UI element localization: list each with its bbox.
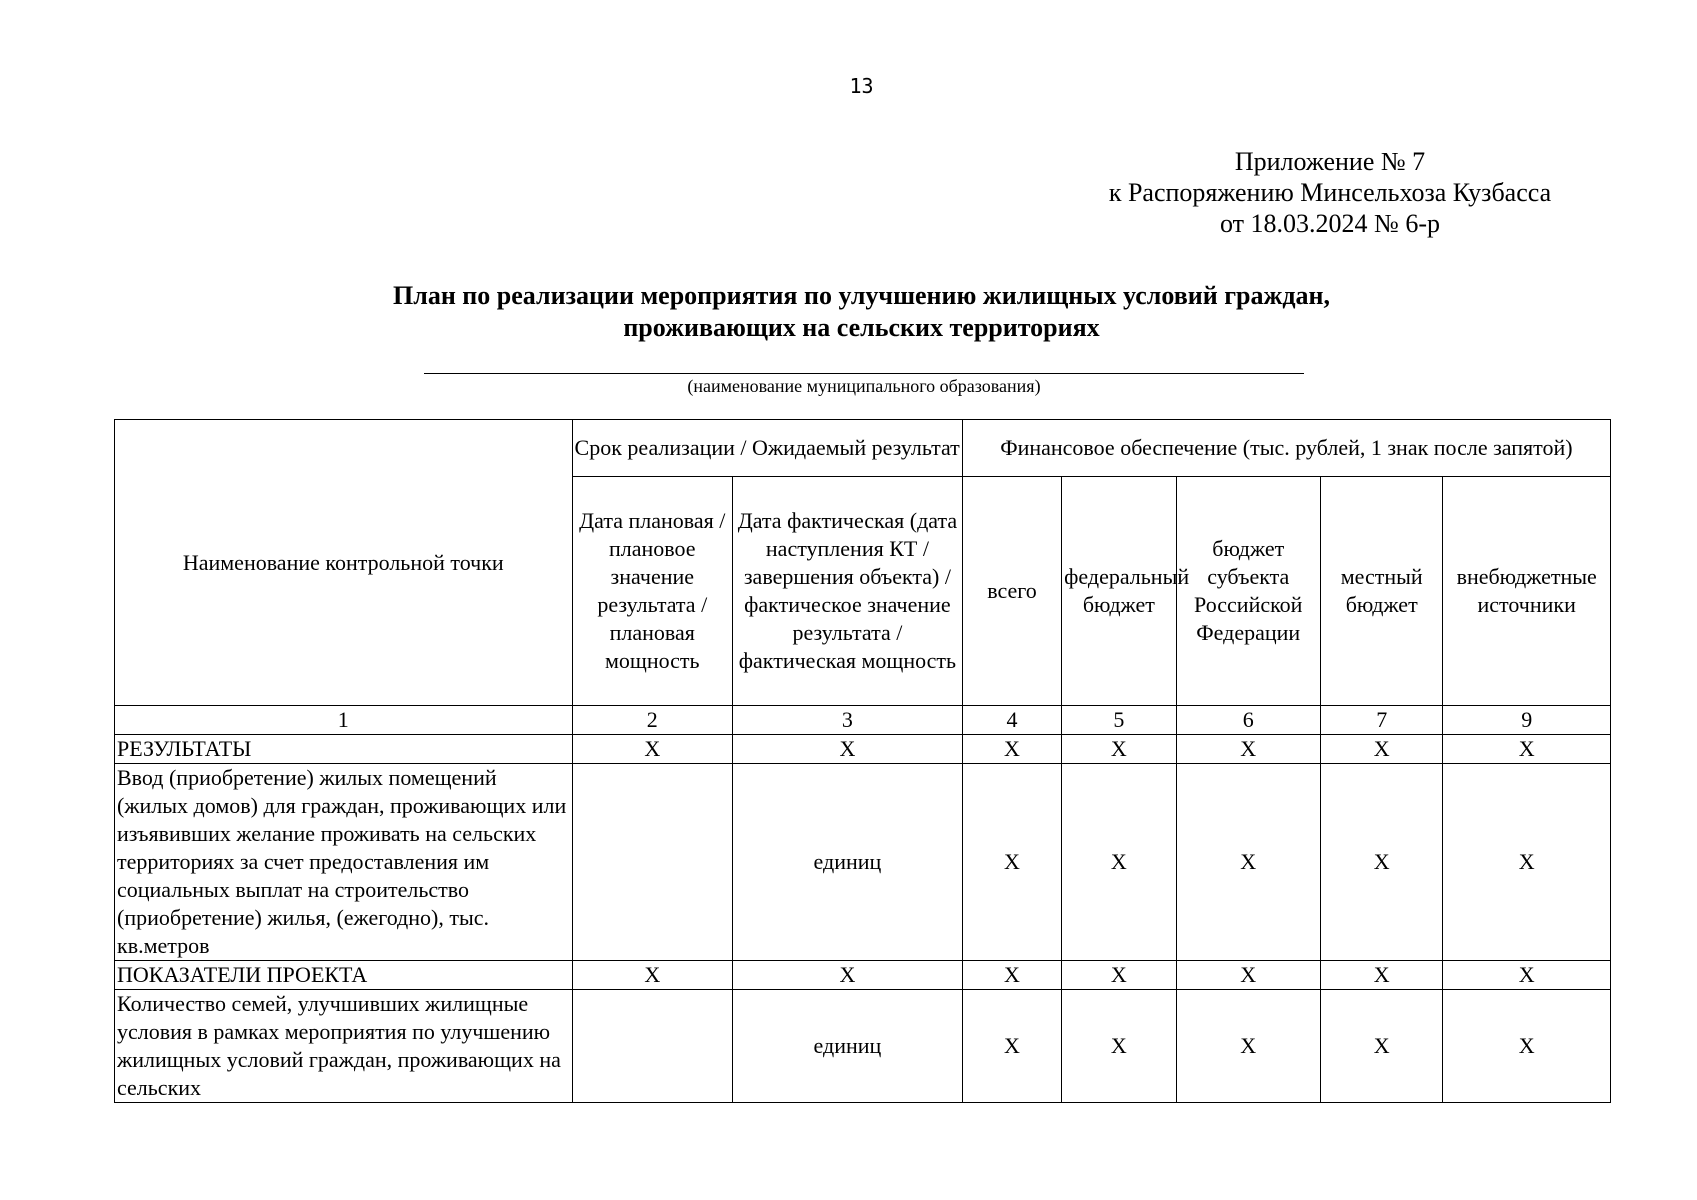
header-group-finance: Финансовое обеспечение (тыс. рублей, 1 знак после запятой) bbox=[962, 420, 1610, 477]
header-control-point-name: Наименование контрольной точки bbox=[115, 420, 573, 706]
row-name: РЕЗУЛЬТАТЫ bbox=[115, 735, 573, 764]
document-title-line-2: проживающих на сельских территориях bbox=[623, 313, 1100, 342]
cell-extrabudgetary: Х bbox=[1443, 990, 1611, 1103]
document-title-line-1: План по реализации мероприятия по улучшению жилищных условий граждан, bbox=[393, 281, 1330, 310]
row-name bbox=[115, 990, 573, 1103]
column-number: 3 bbox=[733, 706, 963, 735]
column-number: 4 bbox=[962, 706, 1061, 735]
column-number: 5 bbox=[1062, 706, 1176, 735]
cell-federal: Х bbox=[1062, 764, 1176, 961]
cell-planned bbox=[572, 990, 733, 1103]
header-local-budget: местный бюджет bbox=[1320, 477, 1442, 706]
header-group-term: Срок реализации / Ожидаемый результат bbox=[572, 420, 962, 477]
table-row-families-count bbox=[115, 990, 1611, 1103]
cell-federal: Х bbox=[1062, 990, 1176, 1103]
cell-total: Х bbox=[962, 961, 1061, 990]
cell-local: Х bbox=[1320, 735, 1442, 764]
cell-regional: Х bbox=[1176, 735, 1320, 764]
row-name-text: Количество семей, улучшивших жилищные условия в рамках мероприятия по улучшению жилищных условий граждан, проживающих на сельских bbox=[117, 991, 561, 1100]
column-number: 9 bbox=[1443, 706, 1611, 735]
row-name: Ввод (приобретение) жилых помещений (жилых домов) для граждан, проживающих или изъявивших желание проживать на сельских территориях за счет предоставления им социальных выплат на строительство (приобретение) жилья, (ежегодно), тыс. кв.метров bbox=[115, 764, 573, 961]
appendix-line-1: Приложение № 7 bbox=[1234, 147, 1426, 176]
cell-planned bbox=[572, 764, 733, 961]
cell-total: Х bbox=[962, 735, 1061, 764]
cell-regional: Х bbox=[1176, 764, 1320, 961]
header-planned-date: Дата плановая / плановое значение результата / плановая мощность bbox=[572, 477, 733, 706]
cell-local: Х bbox=[1320, 990, 1442, 1103]
cell-local: Х bbox=[1320, 961, 1442, 990]
header-extrabudgetary: внебюджетные источники bbox=[1443, 477, 1611, 706]
table-row-results-section bbox=[115, 735, 1611, 764]
appendix-block bbox=[1030, 146, 1630, 239]
municipality-blank-line bbox=[424, 373, 1304, 374]
appendix-line-3: от 18.03.2024 № 6-р bbox=[1220, 209, 1440, 238]
header-total: всего bbox=[962, 477, 1061, 706]
municipality-caption: (наименование муниципального образования) bbox=[687, 376, 1041, 396]
cell-federal: Х bbox=[1062, 961, 1176, 990]
cell-regional: Х bbox=[1176, 990, 1320, 1103]
row-name: ПОКАЗАТЕЛИ ПРОЕКТА bbox=[115, 961, 573, 990]
cell-planned: Х bbox=[572, 961, 733, 990]
cell-actual: Х bbox=[733, 735, 963, 764]
header-federal-budget: федеральный бюджет bbox=[1062, 477, 1176, 706]
cell-planned: Х bbox=[572, 735, 733, 764]
appendix-line-2: к Распоряжению Минсельхоза Кузбасса bbox=[1108, 178, 1552, 207]
table-row-housing-input bbox=[115, 764, 1611, 961]
header-row-1 bbox=[115, 420, 1611, 477]
header-regional-budget: бюджет субъекта Российской Федерации bbox=[1176, 477, 1320, 706]
cell-actual: единиц bbox=[733, 990, 963, 1103]
cell-extrabudgetary: Х bbox=[1443, 735, 1611, 764]
cell-federal: Х bbox=[1062, 735, 1176, 764]
cell-actual: единиц bbox=[733, 764, 963, 961]
column-number: 1 bbox=[115, 706, 573, 735]
cell-extrabudgetary: Х bbox=[1443, 961, 1611, 990]
column-numbers-row bbox=[115, 706, 1611, 735]
cell-extrabudgetary: Х bbox=[1443, 764, 1611, 961]
cell-total: Х bbox=[962, 990, 1061, 1103]
header-actual-date: Дата фактическая (дата наступления КТ / завершения объекта) / фактическое значение результата / фактическая мощность bbox=[733, 477, 963, 706]
column-number: 6 bbox=[1176, 706, 1320, 735]
table-row-project-indicators-section bbox=[115, 961, 1611, 990]
document-title bbox=[200, 280, 1523, 344]
cell-actual: Х bbox=[733, 961, 963, 990]
cell-total: Х bbox=[962, 764, 1061, 961]
cell-regional: Х bbox=[1176, 961, 1320, 990]
column-number: 2 bbox=[572, 706, 733, 735]
cell-local: Х bbox=[1320, 764, 1442, 961]
plan-table bbox=[114, 419, 1611, 1103]
column-number: 7 bbox=[1320, 706, 1442, 735]
page-number: 13 bbox=[849, 74, 874, 98]
